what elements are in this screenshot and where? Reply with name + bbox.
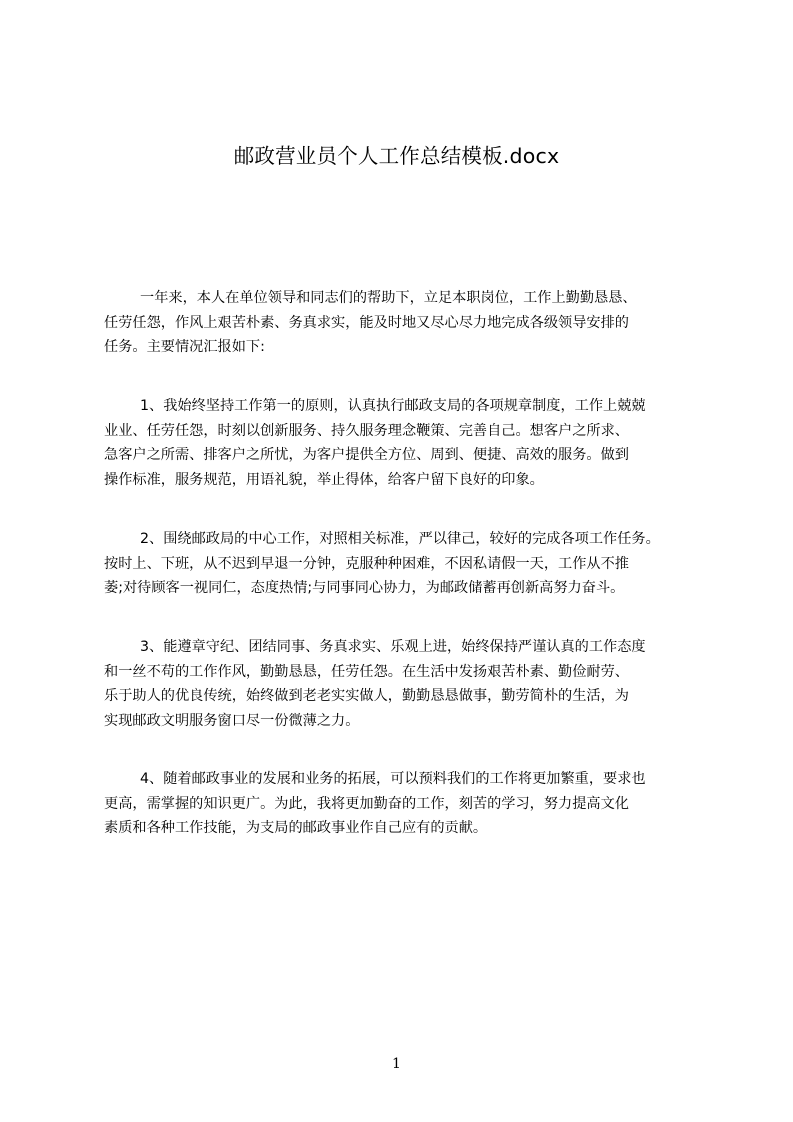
paragraph-line: 操作标准，服务规范，用语礼貌，举止得体，给客户留下良好的印象。 xyxy=(104,471,544,488)
paragraph-line: 3、能遵章守纪、团结同事、务真求实、乐观上进，始终保持严谨认真的工作态度 xyxy=(140,639,646,655)
paragraph-line: 一年来，本人在单位领导和同志们的帮助下，立足本职岗位，工作上勤勤恳恳、 xyxy=(140,290,637,306)
paragraph-line: 任劳任怨，作风上艰苦朴素、务真求实，能及时地又尽心尽力地完成各级领导安排的 xyxy=(104,314,629,331)
page-number: 1 xyxy=(392,1056,401,1072)
paragraph-item-4 xyxy=(104,767,744,841)
paragraph-line: 2、围绕邮政局的中心工作，对照相关标准，严以律己，较好的完成各项工作任务。 xyxy=(140,531,660,547)
paragraph-line: 4、随着邮政事业的发展和业务的拓展，可以预料我们的工作将更加繁重，要求也 xyxy=(140,771,646,787)
paragraph-item-2 xyxy=(104,527,744,601)
paragraph-line: 任务。主要情况汇报如下: xyxy=(104,339,265,355)
paragraph-line: 业业、任劳任怨，时刻以创新服务、持久服务理念鞭策、完善自己。想客户之所求、 xyxy=(104,422,629,439)
paragraph-item-1 xyxy=(104,394,744,492)
paragraph-line: 和一丝不苟的工作作风，勤勤恳恳，任劳任怨。在生活中发扬艰苦朴素、勤俭耐劳、 xyxy=(104,663,629,680)
paragraph-line: 1、我始终坚持工作第一的原则，认真执行邮政支局的各项规章制度，工作上兢兢 xyxy=(140,398,646,414)
paragraph-intro xyxy=(104,286,744,360)
paragraph-line: 实现邮政文明服务窗口尽一份微薄之力。 xyxy=(104,712,360,729)
paragraph-line: 萎;对待顾客一视同仁，态度热情;与同事同心协力，为邮政储蓄再创新高努力奋斗。 xyxy=(104,580,625,596)
paragraph-line: 素质和各种工作技能，为支局的邮政事业作自己应有的贡献。 xyxy=(104,820,488,836)
paragraph-line: 急客户之所需、排客户之所忧，为客户提供全方位、周到、便捷、高效的服务。做到 xyxy=(104,447,629,463)
paragraph-line: 乐于助人的优良传统，始终做到老老实实做人，勤勤恳恳做事，勤劳简朴的生活，为 xyxy=(104,688,629,704)
paragraph-item-3 xyxy=(104,635,744,733)
paragraph-line: 按时上、下班，从不迟到早退一分钟，克服种种困难，不因私请假一天，工作从不推 xyxy=(104,555,629,572)
document-title: 邮政营业员个人工作总结模板.docx xyxy=(233,144,560,168)
paragraph-line: 更高，需掌握的知识更广。为此，我将更加勤奋的工作，刻苦的学习，努力提高文化 xyxy=(104,795,629,812)
